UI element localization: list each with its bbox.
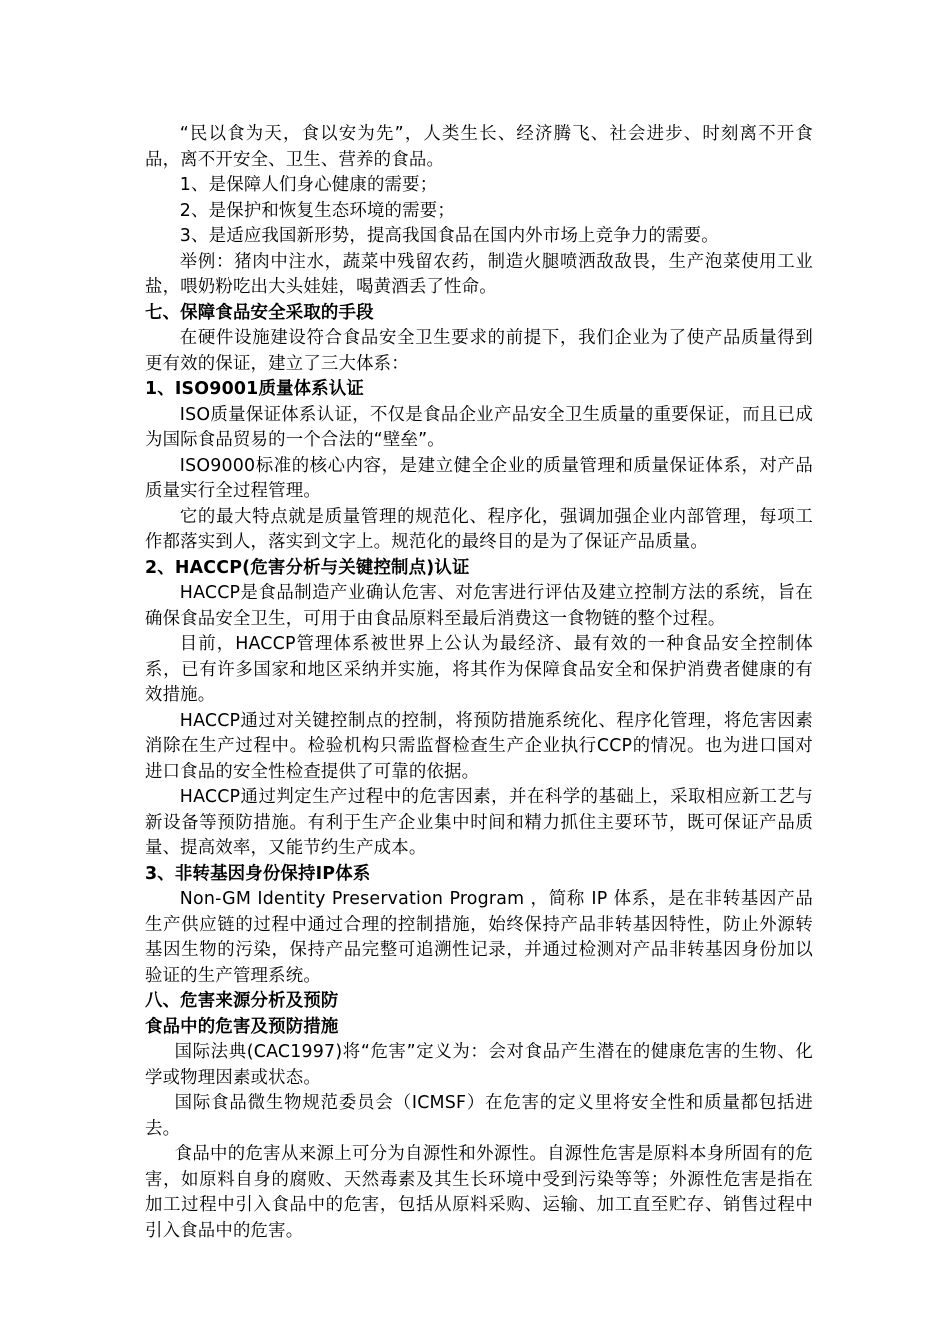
- ip-paragraph-1: Non-GM Identity Preservation Program ，简称 IP 体系，是在非转基因产品生产供应链的过程中通过合理的控制措施，始终保持产品非转基因特性，防止外源转基因生物的污染，保持产品完整可追溯性记录，并通过检测对产品非转基因身份加以验证的生产管理系统。: [145, 889, 813, 986]
- section-8-heading: 八、危害来源分析及预防: [145, 991, 339, 1011]
- iso-paragraph-2: ISO9000标准的核心内容，是建立健全企业的质量管理和质量保证体系，对产品质量实行全过程管理。: [145, 455, 813, 501]
- intro-paragraph: “民以食为天，食以安为先”，人类生长、经济腾飞、社会进步、时刻离不开食品，离不开安全、卫生、营养的食品。: [145, 124, 813, 170]
- ip-heading: 3、非转基因身份保持IP体系: [145, 863, 371, 884]
- hazard-paragraph-3: 食品中的危害从来源上可分为自源性和外源性。自源性危害是原料本身所固有的危害，如原料自身的腐败、天然毒素及其生长环境中受到污染等等；外源性危害是指在加工过程中引入食品中的危害，包括从原料采购、运输、加工直至贮存、销售过程中引入食品中的危害。: [145, 1144, 813, 1241]
- iso-paragraph-1: ISO质量保证体系认证，不仅是食品企业产品安全卫生质量的重要保证，而且已成为国际食品贸易的一个合法的“壁垒”。: [145, 404, 813, 450]
- document-page: [145, 122, 813, 1244]
- iso-heading: 1、ISO9001质量体系认证: [145, 379, 365, 399]
- haccp-paragraph-4: HACCP通过判定生产过程中的危害因素，并在科学的基础上，采取相应新工艺与新设备等预防措施。有利于生产企业集中时间和精力抓住主要环节，既可保证产品质量、提高效率，又能节约生产成本。: [145, 787, 813, 858]
- haccp-paragraph-2: 目前，HACCP管理体系被世界上公认为最经济、最有效的一种食品安全控制体系，已有许多国家和地区采纳并实施，将其作为保障食品安全和保护消费者健康的有效措施。: [145, 634, 813, 705]
- section-7-heading: 七、保障食品安全采取的手段: [145, 302, 374, 323]
- example-paragraph: 举例：猪肉中注水，蔬菜中残留农药，制造火腿喷洒敌敌畏，生产泡菜使用工业盐，喂奶粉吃出大头娃娃，喝黄酒丢了性命。: [145, 251, 813, 297]
- haccp-paragraph-3: HACCP通过对关键控制点的控制，将预防措施系统化、程序化管理，将危害因素消除在生产过程中。检验机构只需监督检查生产企业执行CCP的情况。也为进口国对进口食品的安全性检查提供了可靠的依据。: [145, 710, 813, 782]
- section-7-intro: 在硬件设施建设符合食品安全卫生要求的前提下，我们企业为了使产品质量得到更有效的保证，建立了三大体系：: [145, 328, 813, 374]
- need-item-3: 3、是适应我国新形势，提高我国食品在国内外市场上竞争力的需要。: [179, 226, 719, 246]
- hazard-paragraph-2: 国际食品微生物规范委员会（ICMSF）在危害的定义里将安全性和质量都包括进去。: [145, 1093, 813, 1139]
- need-item-1: 1、是保障人们身心健康的需要；: [179, 175, 438, 195]
- hazard-heading: 食品中的危害及预防措施: [145, 1016, 339, 1037]
- haccp-heading: 2、HACCP(危害分析与关键控制点)认证: [145, 557, 470, 578]
- iso-paragraph-3: 它的最大特点就是质量管理的规范化、程序化，强调加强企业内部管理，每项工作都落实到人，落实到文字上。规范化的最终目的是为了保证产品质量。: [145, 506, 813, 552]
- haccp-paragraph-1: HACCP是食品制造产业确认危害、对危害进行评估及建立控制方法的系统，旨在确保食品安全卫生，可用于由食品原料至最后消费这一食物链的整个过程。: [145, 583, 813, 629]
- need-item-2: 2、是保护和恢复生态环境的需要；: [179, 200, 455, 221]
- hazard-paragraph-1: 国际法典(CAC1997)将“危害”定义为：会对食品产生潜在的健康危害的生物、化学或物理因素或状态。: [145, 1042, 813, 1088]
